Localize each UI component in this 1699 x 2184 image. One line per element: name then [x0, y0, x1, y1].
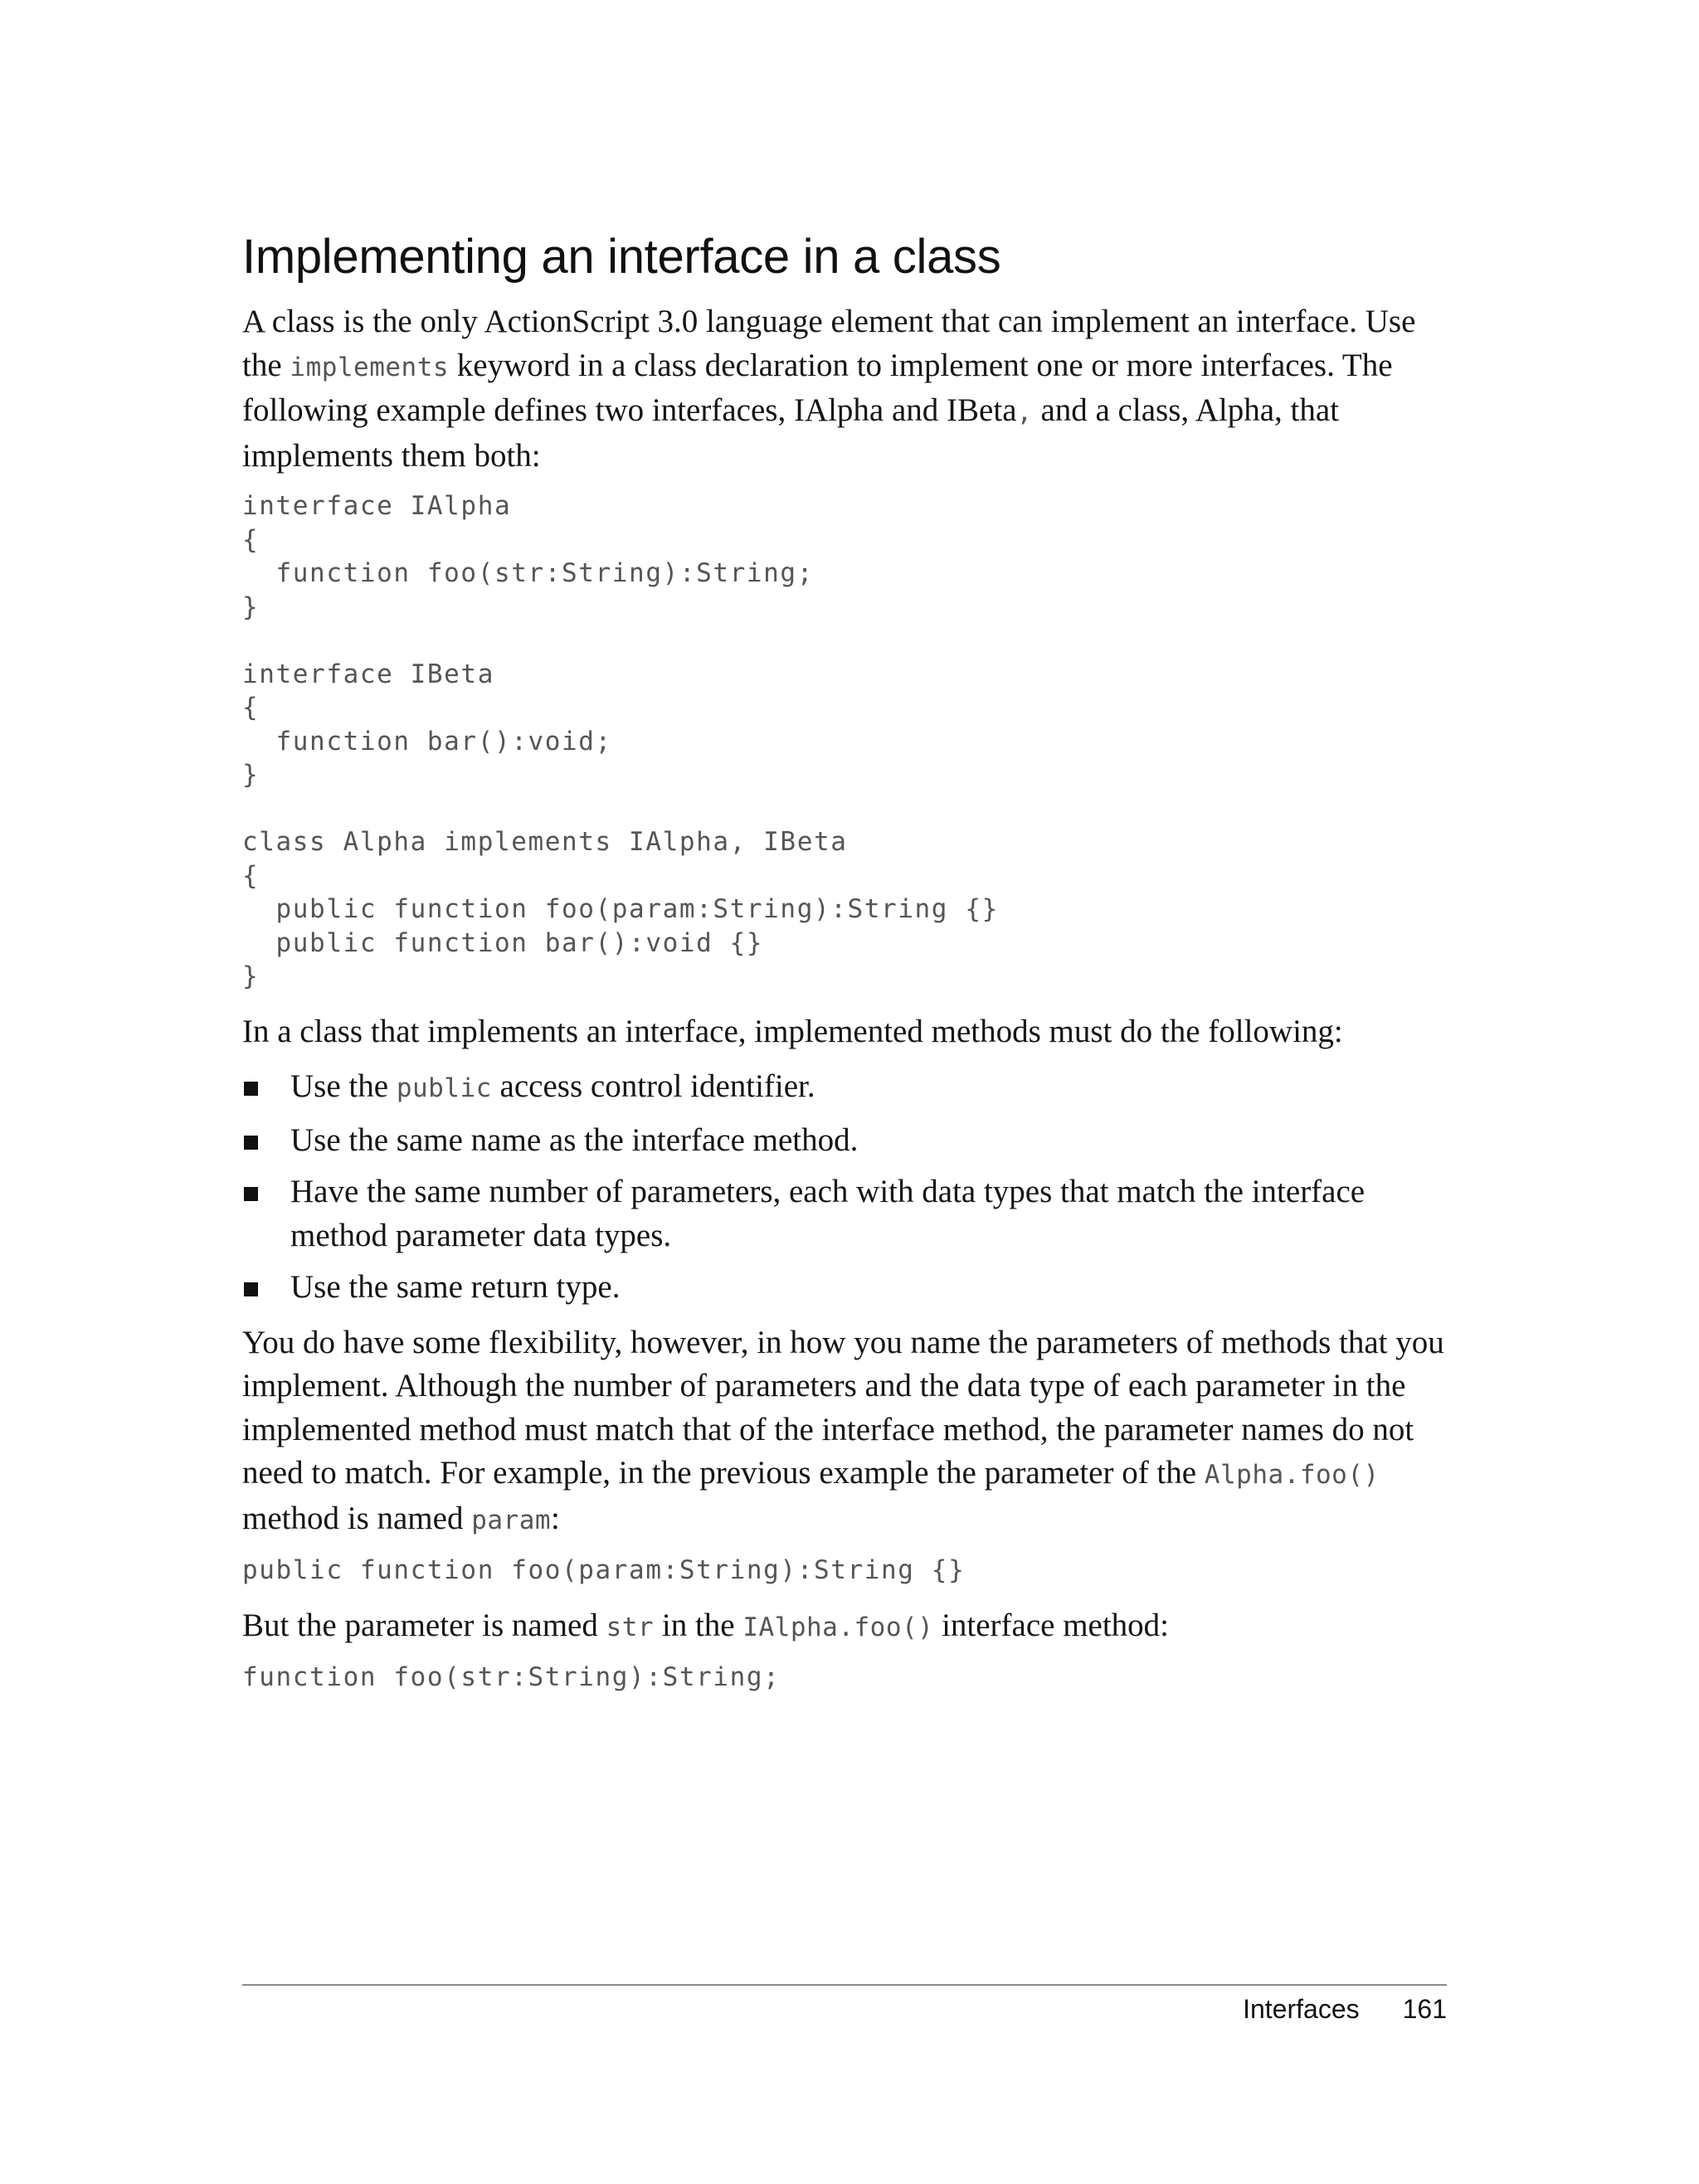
code-line: public function bar():void {}: [242, 927, 764, 958]
implements-keyword: implements: [290, 352, 450, 382]
code-line: [242, 792, 1462, 826]
code-example-param: [242, 1554, 1462, 1588]
bullet-square-icon: [244, 1082, 258, 1096]
but-text-1: But the parameter is named: [242, 1607, 606, 1643]
bullet-3-text: Have the same number of parameters, each with data types that match the interface method parameter data types.: [290, 1174, 1366, 1253]
but-text-2: in the: [654, 1607, 743, 1643]
section-heading: Implementing an interface in a class: [242, 230, 1001, 284]
intro-text-1: A class is the only ActionScript 3.0 language element that can implement an interface. Use the: [242, 304, 1416, 383]
code-line: function foo(str:String):String;: [242, 1662, 781, 1692]
list-item: [242, 1170, 1462, 1257]
code-line: }: [242, 591, 260, 622]
footer-section-title: Interfaces: [1243, 1994, 1360, 2024]
public-keyword: public: [396, 1073, 492, 1103]
intro-comma-code: ,: [1016, 397, 1033, 427]
code-line: }: [242, 760, 260, 790]
page-footer: [1243, 1994, 1447, 2025]
ialpha-foo-code: IAlpha.foo(): [742, 1612, 934, 1642]
list-item: [242, 1065, 1462, 1111]
code-line: interface IAlpha: [242, 491, 512, 521]
param-code: param: [471, 1505, 552, 1535]
but-paragraph: [242, 1604, 1462, 1650]
bullet-1-text-b: access control identifier.: [491, 1068, 815, 1104]
code-line: class Alpha implements IAlpha, IBeta: [242, 827, 848, 857]
bullet-1-text-a: Use the: [290, 1068, 397, 1104]
flex-text-2: method is named: [242, 1500, 472, 1536]
bullet-4-text: Use the same return type.: [290, 1269, 621, 1305]
code-line: interface IBeta: [242, 659, 494, 689]
page-content: [242, 224, 1462, 1711]
page-number: 161: [1402, 1994, 1447, 2024]
but-text-3: interface method:: [933, 1607, 1170, 1643]
flex-text-3: :: [551, 1500, 560, 1536]
code-example-interfaces: [242, 489, 1462, 994]
intro-text-3: and a class, Alpha, that implements them both:: [242, 392, 1340, 474]
code-line: function bar():void;: [242, 726, 612, 756]
list-item: [242, 1266, 1462, 1310]
code-line: {: [242, 524, 260, 555]
flexibility-paragraph: [242, 1321, 1462, 1543]
code-line: }: [242, 961, 260, 991]
bullet-2-text: Use the same name as the interface method.: [290, 1121, 859, 1158]
intro-paragraph: [242, 300, 1462, 478]
requirements-list: [242, 1065, 1462, 1310]
flex-text-1: You do have some flexibility, however, in how you name the parameters of methods that you implement. Although the number of parameters and the data type of each parameter in the implemented method must match that of the interface method, the parameter names do not need to match. For example, in the previous example the parameter of the: [242, 1324, 1444, 1491]
code-example-str: [242, 1661, 1462, 1695]
code-line: [242, 624, 1462, 658]
rules-intro-paragraph: In a class that implements an interface, implemented methods must do the following:: [242, 1013, 1343, 1049]
code-line: {: [242, 860, 260, 891]
bullet-square-icon: [244, 1136, 258, 1150]
bullet-square-icon: [244, 1187, 258, 1201]
bullet-square-icon: [244, 1282, 258, 1296]
code-line: public function foo(param:String):String {}: [242, 894, 999, 924]
alpha-foo-code: Alpha.foo(): [1204, 1460, 1380, 1490]
intro-text-2: keyword in a class declaration to implement one or more interfaces. The following example defines two interfaces, IAlpha and IBeta: [242, 347, 1393, 428]
code-line: public function foo(param:String):String {}: [242, 1555, 966, 1585]
list-item: [242, 1119, 1462, 1163]
str-code: str: [606, 1612, 655, 1642]
code-line: function foo(str:String):String;: [242, 558, 814, 588]
code-line: {: [242, 693, 260, 722]
footer-divider: [242, 1984, 1447, 1986]
